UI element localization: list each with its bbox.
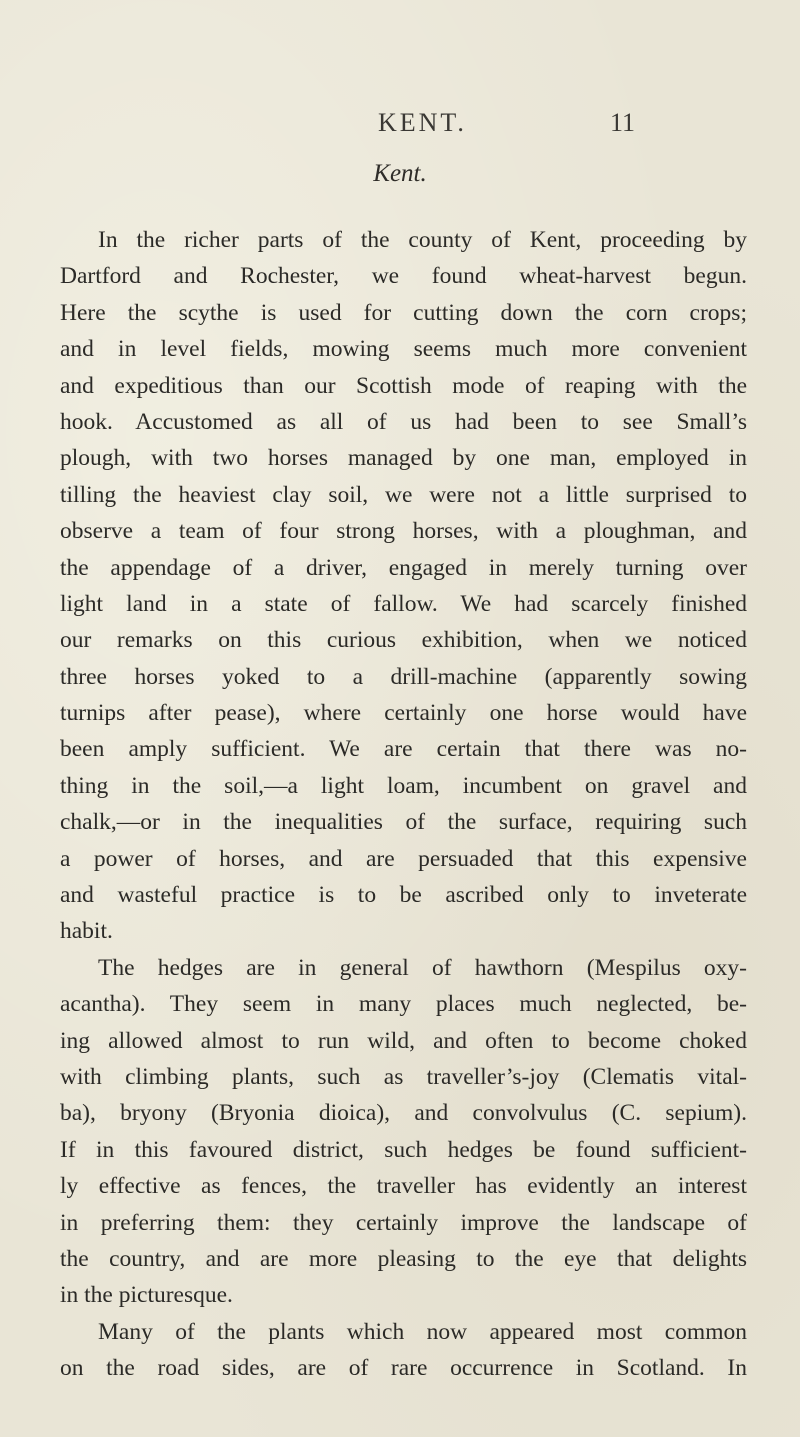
text-line: chalk,—or in the inequalities of the surface, requiring such [60,809,747,836]
text-line: ing allowed almost to run wild, and often to become choked [60,1027,747,1054]
text-line: turnips after pease), where certainly one horse would have [60,700,747,727]
text-line: thing in the soil,—a light loam, incumbent on gravel and [60,772,747,799]
text-line: acantha). They seem in many places much neglected, be- [60,991,747,1018]
text-line: with climbing plants, such as traveller’s-joy (Clematis vital- [60,1063,747,1090]
running-title: KENT. [378,108,467,137]
body-text [60,222,747,1387]
text-line: and expeditious than our Scottish mode of reaping with the [60,372,747,399]
text-line: our remarks on this curious exhibition, when we noticed [60,627,747,654]
text-line: hook. Accustomed as all of us had been to see Small’s [60,408,747,435]
text-line: a power of horses, and are persuaded that this expensive [60,845,747,872]
text-line: and wasteful practice is to be ascribed only to inveterate [60,882,747,909]
text-line: been amply sufficient. We are certain that there was no- [60,736,747,763]
text-line: Dartford and Rochester, we found wheat-harvest begun. [60,263,747,290]
text-line: habit. [60,918,113,945]
text-line: in preferring them: they certainly improve the landscape of [60,1209,747,1236]
text-line: and in level fields, mowing seems much more convenient [60,336,747,363]
text-line: ly effective as fences, the traveller has evidently an interest [60,1173,747,1200]
text-line: the appendage of a driver, engaged in merely turning over [60,554,747,581]
text-line: in the picturesque. [60,1282,233,1309]
text-line: on the road sides, are of rare occurrence in Scotland. In [60,1355,747,1382]
text-line: Here the scythe is used for cutting down the corn crops; [60,299,747,326]
text-line: tilling the heaviest clay soil, we were not a little surprised to [60,481,747,508]
text-line: three horses yoked to a drill-machine (apparently sowing [60,663,747,690]
running-head [0,108,800,148]
text-line: In the richer parts of the county of Kent, proceeding by [98,227,747,253]
text-line: light land in a state of fallow. We had scarcely finished [60,590,747,617]
text-line: the country, and are more pleasing to the eye that delights [60,1245,747,1272]
text-line: ba), bryony (Bryonia dioica), and convolvulus (C. sepium). [60,1100,747,1127]
text-line: Many of the plants which now appeared most common [98,1318,747,1345]
section-heading: Kent. [373,160,427,187]
text-line: If in this favoured district, such hedges be found sufficient- [60,1136,747,1163]
page-number: 11 [610,108,636,137]
text-line: The hedges are in general of hawthorn (Mespilus oxy- [98,954,747,981]
text-line: observe a team of four strong horses, with a ploughman, and [60,518,747,545]
text-line: plough, with two horses managed by one man, employed in [60,445,747,472]
